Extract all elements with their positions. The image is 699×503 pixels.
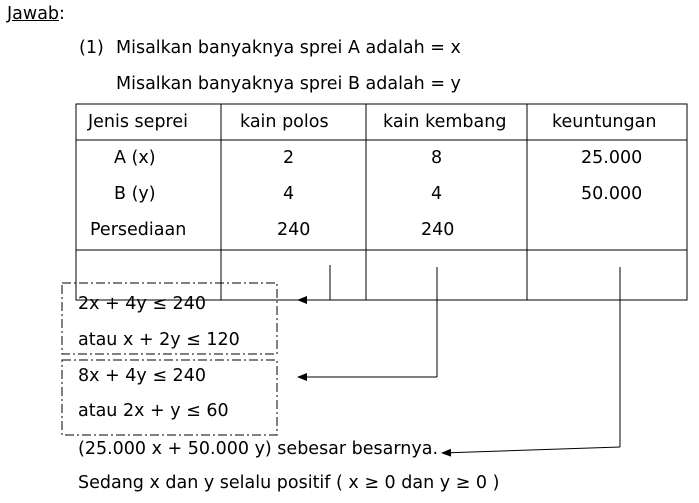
table-cell-persediaan-label: Persediaan bbox=[90, 220, 187, 240]
table-cell-row-a-keuntungan: 25.000 bbox=[581, 148, 643, 168]
step-number: (1) bbox=[79, 38, 104, 58]
constraint-polos-inequality: 2x + 4y ≤ 240 bbox=[78, 294, 206, 314]
variable-x-definition: Misalkan banyaknya sprei A adalah = x bbox=[116, 38, 461, 58]
table-cell-row-b-keuntungan: 50.000 bbox=[581, 184, 643, 204]
constraint-polos-simplified: atau x + 2y ≤ 120 bbox=[78, 330, 240, 350]
jawab-label: Jawab bbox=[7, 4, 60, 24]
arrow-keuntungan-head bbox=[442, 447, 620, 453]
constraint-kembang-simplified: atau 2x + y ≤ 60 bbox=[78, 401, 229, 421]
table-cell-row-a-label: A (x) bbox=[114, 148, 156, 168]
heading-colon: : bbox=[59, 4, 65, 24]
table-cell-persediaan-kembang: 240 bbox=[421, 220, 455, 240]
table-header-jenis: Jenis seprei bbox=[88, 112, 188, 132]
table-cell-row-a-kembang: 8 bbox=[431, 148, 443, 168]
table-header-kembang: kain kembang bbox=[383, 112, 507, 132]
table-header-polos: kain polos bbox=[240, 112, 329, 132]
objective-function: (25.000 x + 50.000 y) sebesar besarnya. bbox=[78, 439, 439, 459]
table-header-keuntungan: keuntungan bbox=[552, 112, 657, 132]
table-cell-persediaan-polos: 240 bbox=[277, 220, 311, 240]
table-cell-row-a-polos: 2 bbox=[283, 148, 295, 168]
table-cell-row-b-label: B (y) bbox=[114, 184, 156, 204]
constraint-kembang-inequality: 8x + 4y ≤ 240 bbox=[78, 366, 206, 386]
table-cell-row-b-kembang: 4 bbox=[431, 184, 443, 204]
non-negativity-condition: Sedang x dan y selalu positif ( x ≥ 0 dan y ≥ 0 ) bbox=[78, 473, 500, 493]
variable-y-definition: Misalkan banyaknya sprei B adalah = y bbox=[116, 74, 461, 94]
table-cell-row-b-polos: 4 bbox=[283, 184, 295, 204]
